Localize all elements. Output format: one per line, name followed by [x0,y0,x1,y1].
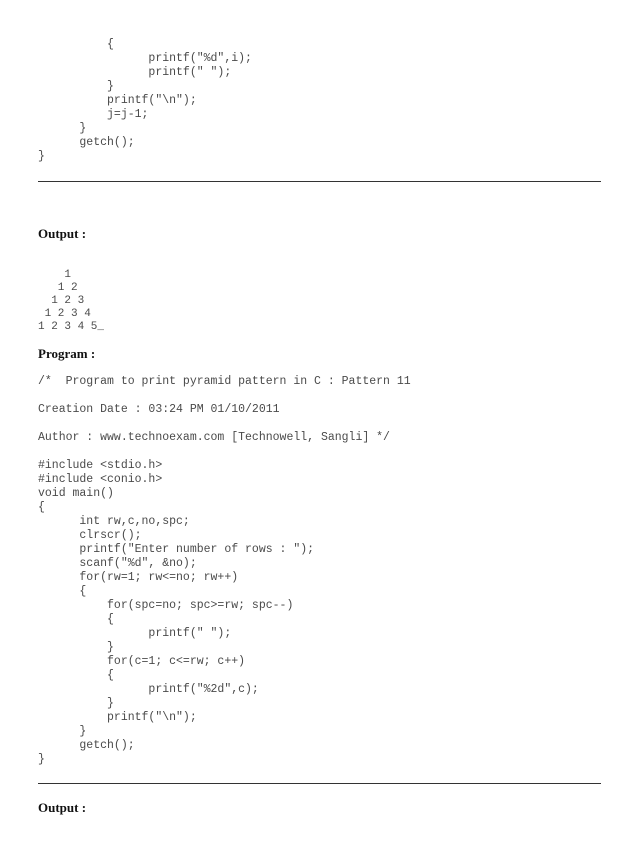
code-line: { [38,38,114,51]
code-line: } [38,80,114,93]
code-line: for(spc=no; spc>=rw; spc--) [38,599,294,612]
horizontal-rule [38,181,601,182]
code-line: { [38,669,114,682]
code-line: } [38,753,45,766]
creation-date-line: Creation Date : 03:24 PM 01/10/2011 [38,403,280,416]
code-line: } [38,697,114,710]
code-block-top [38,38,252,164]
author-line: Author : www.technoexam.com [Technowell, Sangli] */ [38,431,390,444]
code-line: printf("Enter number of rows : "); [38,543,315,556]
code-line: j=j-1; [38,108,149,121]
code-line: { [38,585,87,598]
program-heading: Program : [38,346,96,361]
code-line: } [38,641,114,654]
code-line: void main() [38,487,114,500]
code-line: } [38,725,87,738]
code-line: printf("%2d",c); [38,683,259,696]
code-line: printf(" "); [38,627,232,640]
code-line: printf("\n"); [38,711,197,724]
code-line: } [38,150,45,163]
code-line: for(rw=1; rw<=no; rw++) [38,571,239,584]
horizontal-rule [38,783,601,784]
code-line: #include <stdio.h> [38,459,163,472]
code-line: { [38,501,45,514]
output-line: 1 [38,269,72,281]
code-line: for(c=1; c<=rw; c++) [38,655,246,668]
code-line: #include <conio.h> [38,473,163,486]
output-line: 1 2 3 [38,295,85,307]
code-line: int rw,c,no,spc; [38,515,190,528]
output-line: 1 2 3 4 [38,308,91,320]
code-line: printf("\n"); [38,94,197,107]
code-line: getch(); [38,136,135,149]
output-line: 1 2 3 4 5_ [38,321,105,333]
code-line: clrscr(); [38,529,142,542]
code-line: printf("%d",i); [38,52,252,65]
output-line: 1 2 [38,282,78,294]
pyramid-output [38,269,104,334]
code-block-main [38,459,314,767]
code-line: printf(" "); [38,66,232,79]
code-line: scanf("%d", &no); [38,557,197,570]
code-line: } [38,122,87,135]
code-line: getch(); [38,739,135,752]
output-heading: Output : [38,226,87,241]
output-heading: Output : [38,800,87,815]
comment-line: /* Program to print pyramid pattern in C : Pattern 11 [38,375,411,388]
code-line: { [38,613,114,626]
